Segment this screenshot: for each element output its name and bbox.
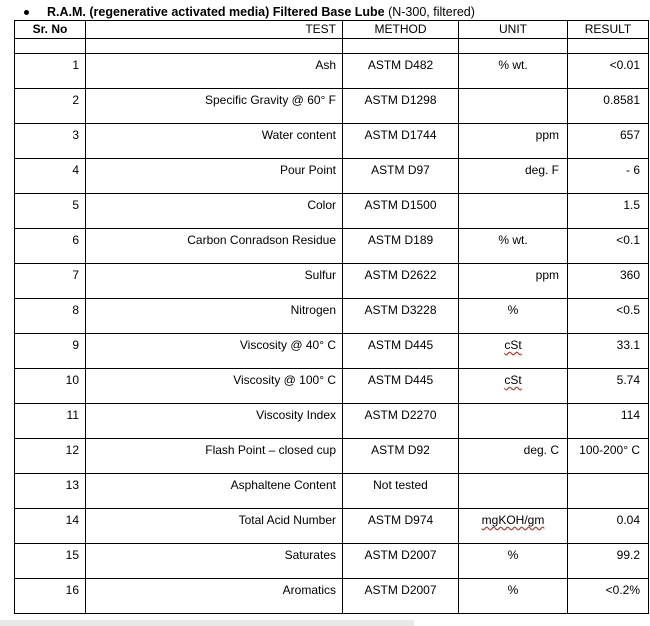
header-test: TEST xyxy=(86,21,343,39)
cell-unit-text: cSt xyxy=(504,373,522,387)
cell-result xyxy=(568,194,649,229)
cell-method xyxy=(343,544,459,579)
cell-unit-text: ppm xyxy=(535,268,559,282)
cell-method-text: ASTM D1744 xyxy=(364,128,437,142)
cell-sr-no xyxy=(15,229,86,264)
cell-result xyxy=(568,54,649,89)
cell-test xyxy=(86,439,343,474)
cell-result xyxy=(568,474,649,509)
table-row xyxy=(15,509,649,544)
table-row xyxy=(15,439,649,474)
table-row xyxy=(15,579,649,614)
cell-sr-no-text: 14 xyxy=(65,513,79,527)
cell-unit-text: % wt. xyxy=(498,58,528,72)
horizontal-scrollbar[interactable] xyxy=(0,620,414,626)
cell-unit xyxy=(459,474,568,509)
cell-test-text: Saturates xyxy=(284,548,336,562)
cell-sr-no-text: 1 xyxy=(72,58,79,72)
cell-sr-no-text: 16 xyxy=(65,583,79,597)
cell-test xyxy=(86,404,343,439)
cell-sr-no-text: 10 xyxy=(65,373,79,387)
cell-result xyxy=(568,509,649,544)
cell-unit xyxy=(459,124,568,159)
cell-method xyxy=(343,54,459,89)
cell-unit-text: cSt xyxy=(504,338,522,352)
cell-result xyxy=(568,579,649,614)
cell-method xyxy=(343,264,459,299)
cell-sr-no-text: 2 xyxy=(72,93,79,107)
cell-test xyxy=(86,89,343,124)
cell-method xyxy=(343,509,459,544)
cell-method-text: ASTM D482 xyxy=(367,58,434,72)
cell-result xyxy=(568,404,649,439)
cell-result-text: 5.74 xyxy=(616,373,640,387)
cell-test-text: Specific Gravity @ 60° F xyxy=(204,93,336,107)
cell-unit-text: mgKOH/gm xyxy=(481,513,545,527)
table-header-row xyxy=(15,21,649,39)
cell-test-text: Flash Point – closed cup xyxy=(205,443,336,457)
cell-unit-text: ppm xyxy=(535,128,559,142)
cell-method-text: ASTM D97 xyxy=(371,163,430,177)
cell-method xyxy=(343,439,459,474)
cell-result xyxy=(568,544,649,579)
cell-sr-no-text: 7 xyxy=(72,268,79,282)
cell-test-text: Ash xyxy=(315,58,336,72)
cell-method xyxy=(343,369,459,404)
cell-test-text: Viscosity @ 100° C xyxy=(233,373,336,387)
cell-method xyxy=(343,194,459,229)
cell-result-text: 114 xyxy=(620,408,640,422)
cell-sr-no xyxy=(15,474,86,509)
cell-result-text: 1.5 xyxy=(623,198,640,212)
cell-method-text: ASTM D445 xyxy=(367,373,434,387)
cell-sr-no-text: 11 xyxy=(66,408,79,422)
cell-sr-no-text: 6 xyxy=(72,233,79,247)
cell-test-text: Aromatics xyxy=(282,583,336,597)
cell-result-text: <0.5 xyxy=(616,303,640,317)
cell-unit xyxy=(459,229,568,264)
cell-test xyxy=(86,299,343,334)
cell-result xyxy=(568,229,649,264)
cell-method xyxy=(343,334,459,369)
cell-sr-no-text: 4 xyxy=(72,163,79,177)
cell-result xyxy=(568,124,649,159)
cell-sr-no xyxy=(15,194,86,229)
cell-result-text: - 6 xyxy=(625,163,640,177)
table-row xyxy=(15,229,649,264)
document-heading xyxy=(24,4,475,20)
cell-unit xyxy=(459,159,568,194)
cell-test xyxy=(86,229,343,264)
cell-test-text: Nitrogen xyxy=(290,303,336,317)
cell-test xyxy=(86,264,343,299)
table-row xyxy=(15,299,649,334)
table-row xyxy=(15,544,649,579)
cell-unit xyxy=(459,334,568,369)
cell-method-text: ASTM D445 xyxy=(367,338,434,352)
cell-test xyxy=(86,474,343,509)
cell-result-text: 100-200° C xyxy=(579,443,640,457)
cell-method xyxy=(343,159,459,194)
cell-unit xyxy=(459,369,568,404)
table-row xyxy=(15,404,649,439)
cell-result-text: 657 xyxy=(619,128,640,142)
header-unit: UNIT xyxy=(459,21,568,39)
cell-sr-no-text: 8 xyxy=(72,303,79,317)
cell-method xyxy=(343,404,459,439)
cell-test xyxy=(86,194,343,229)
cell-sr-no xyxy=(15,54,86,89)
table-body xyxy=(15,54,649,614)
cell-test-text: Viscosity Index xyxy=(256,408,336,422)
header-spacer-row xyxy=(15,39,649,54)
cell-test xyxy=(86,54,343,89)
cell-test xyxy=(86,159,343,194)
cell-test-text: Asphaltene Content xyxy=(230,478,336,492)
cell-result xyxy=(568,439,649,474)
cell-sr-no-text: 12 xyxy=(65,443,79,457)
cell-test xyxy=(86,509,343,544)
cell-test-text: Sulfur xyxy=(304,268,336,282)
heading-normal-text: (N-300, filtered) xyxy=(384,5,475,19)
cell-test xyxy=(86,124,343,159)
cell-method-text: ASTM D2270 xyxy=(364,408,437,422)
cell-unit xyxy=(459,89,568,124)
table-row xyxy=(15,334,649,369)
cell-unit xyxy=(459,404,568,439)
cell-method xyxy=(343,299,459,334)
cell-result-text: <0.1 xyxy=(616,233,640,247)
cell-method-text: ASTM D1500 xyxy=(364,198,437,212)
cell-unit xyxy=(459,264,568,299)
cell-sr-no-text: 15 xyxy=(65,548,79,562)
table-row xyxy=(15,369,649,404)
cell-unit xyxy=(459,544,568,579)
cell-test-text: Viscosity @ 40° C xyxy=(239,338,336,352)
cell-result xyxy=(568,369,649,404)
header-sr-no: Sr. No xyxy=(15,21,86,39)
cell-test-text: Water content xyxy=(261,128,336,142)
cell-result xyxy=(568,89,649,124)
header-method: METHOD xyxy=(343,21,459,39)
cell-unit xyxy=(459,509,568,544)
cell-sr-no xyxy=(15,124,86,159)
cell-test-text: Color xyxy=(307,198,336,212)
cell-method-text: ASTM D2007 xyxy=(364,583,437,597)
cell-unit-text: % xyxy=(507,548,519,562)
cell-method xyxy=(343,89,459,124)
cell-unit xyxy=(459,579,568,614)
cell-method-text: ASTM D3228 xyxy=(364,303,437,317)
cell-sr-no xyxy=(15,544,86,579)
table-row xyxy=(15,194,649,229)
cell-result xyxy=(568,264,649,299)
table-row xyxy=(15,124,649,159)
cell-test-text: Total Acid Number xyxy=(238,513,336,527)
cell-sr-no xyxy=(15,264,86,299)
cell-test xyxy=(86,544,343,579)
cell-test xyxy=(86,579,343,614)
cell-result-text: <0.2% xyxy=(605,583,640,597)
cell-result xyxy=(568,299,649,334)
cell-sr-no xyxy=(15,369,86,404)
cell-unit xyxy=(459,194,568,229)
cell-test-text: Carbon Conradson Residue xyxy=(187,233,336,247)
cell-sr-no xyxy=(15,89,86,124)
cell-sr-no-text: 13 xyxy=(65,478,79,492)
table-row xyxy=(15,89,649,124)
cell-method-text: ASTM D1298 xyxy=(364,93,437,107)
cell-unit-text: % wt. xyxy=(498,233,528,247)
cell-test xyxy=(86,369,343,404)
cell-method-text: ASTM D2007 xyxy=(364,548,437,562)
cell-result xyxy=(568,334,649,369)
table-row xyxy=(15,264,649,299)
cell-sr-no-text: 3 xyxy=(72,128,79,142)
cell-method-text: Not tested xyxy=(373,478,428,492)
cell-method-text: ASTM D2622 xyxy=(364,268,437,282)
cell-unit xyxy=(459,299,568,334)
cell-test xyxy=(86,334,343,369)
cell-sr-no xyxy=(15,404,86,439)
cell-unit-text: deg. C xyxy=(523,443,559,457)
cell-unit-text: % xyxy=(507,583,519,597)
heading-bold-text: R.A.M. (regenerative activated media) Filtered Base Lube xyxy=(47,5,385,19)
cell-sr-no xyxy=(15,509,86,544)
cell-method xyxy=(343,474,459,509)
bullet-icon xyxy=(24,10,29,15)
cell-method-text: ASTM D92 xyxy=(371,443,430,457)
cell-unit xyxy=(459,439,568,474)
cell-sr-no xyxy=(15,439,86,474)
cell-result-text: 0.04 xyxy=(616,513,640,527)
cell-result-text: 0.8581 xyxy=(603,93,640,107)
cell-sr-no xyxy=(15,299,86,334)
cell-sr-no-text: 9 xyxy=(72,338,79,352)
cell-method xyxy=(343,124,459,159)
cell-sr-no xyxy=(15,159,86,194)
cell-sr-no-text: 5 xyxy=(72,198,79,212)
cell-result-text: 33.1 xyxy=(616,338,640,352)
cell-unit-text: % xyxy=(507,303,519,317)
cell-unit xyxy=(459,54,568,89)
cell-unit-text: deg. F xyxy=(524,163,559,177)
cell-method xyxy=(343,229,459,264)
table-row xyxy=(15,474,649,509)
cell-result-text: <0.01 xyxy=(609,58,640,72)
table-row xyxy=(15,159,649,194)
cell-result-text: 360 xyxy=(619,268,640,282)
cell-sr-no xyxy=(15,579,86,614)
cell-sr-no xyxy=(15,334,86,369)
results-table xyxy=(14,20,649,614)
table-row xyxy=(15,54,649,89)
header-result: RESULT xyxy=(568,21,649,39)
cell-method-text: ASTM D974 xyxy=(367,513,434,527)
cell-result-text: 99.2 xyxy=(616,548,640,562)
cell-method xyxy=(343,579,459,614)
cell-test-text: Pour Point xyxy=(279,163,336,177)
cell-method-text: ASTM D189 xyxy=(367,233,434,247)
cell-result xyxy=(568,159,649,194)
